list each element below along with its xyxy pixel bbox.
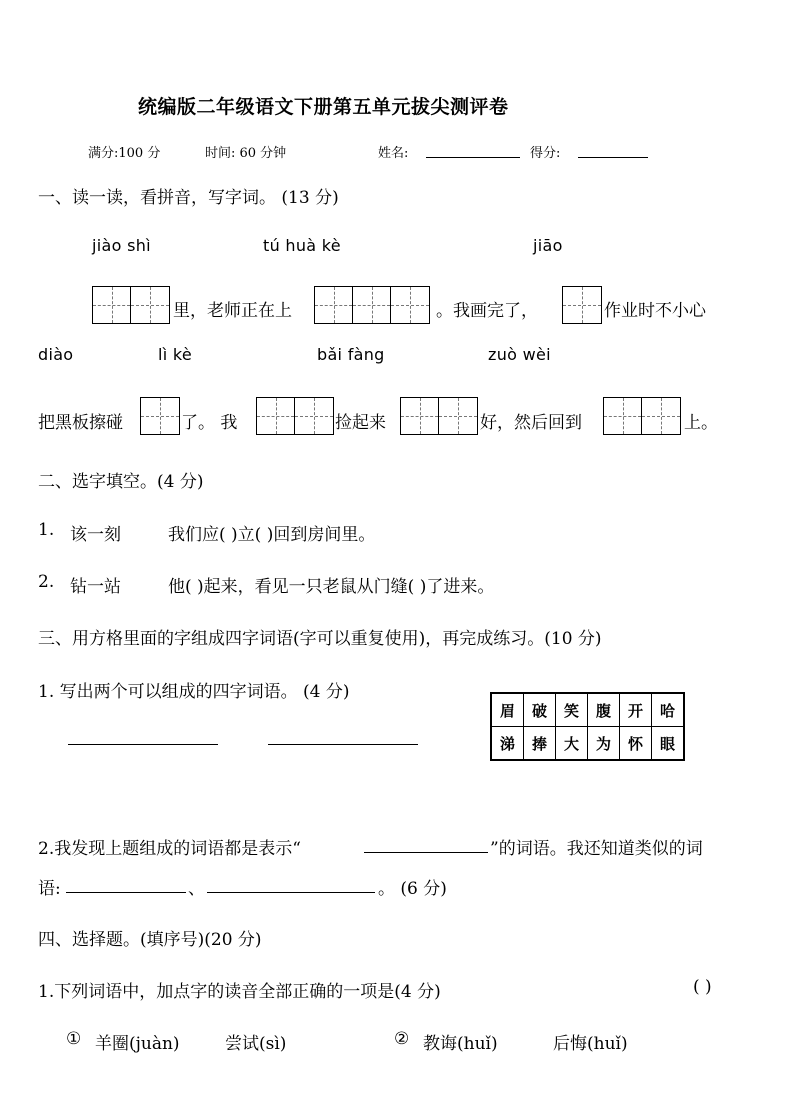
score-label: 得分: [530, 146, 561, 161]
section2-heading: 二、选字填空。(4 分) [38, 472, 204, 492]
section3-question2-end: 。 (6 分) [378, 879, 447, 899]
section4-question1: 1.下列词语中，加点字的读音全部正确的一项是(4 分) [38, 982, 441, 1002]
section4-heading: 四、选择题。(填序号)(20 分) [38, 930, 262, 950]
grid-char: 怀 [620, 727, 652, 761]
grid-char: 哈 [652, 693, 685, 727]
char-pair: 该一刻 [70, 525, 121, 545]
option-number: ② [394, 1029, 410, 1049]
grid-char: 腹 [588, 693, 620, 727]
question-number: 1. [38, 520, 55, 540]
grid-char: 大 [556, 727, 588, 761]
pinyin-tuhuake: tú huà kè [263, 236, 341, 255]
char-pair: 钻一站 [70, 577, 121, 597]
write-box-like[interactable] [256, 397, 334, 435]
answer-blank-1[interactable] [68, 744, 218, 745]
answer-blank-meaning[interactable] [364, 852, 488, 853]
fill-sentence[interactable]: 他( )起来，看见一只老鼠从门缝( )了进来。 [168, 577, 495, 597]
separator: 、 [188, 879, 205, 899]
write-box-baifang[interactable] [400, 397, 478, 435]
pinyin-jiaoshi: jiào shì [92, 236, 151, 255]
grid-char: 捧 [524, 727, 556, 761]
name-blank[interactable] [426, 157, 520, 158]
answer-paren[interactable]: ( ) [693, 977, 712, 997]
sentence-text: 里，老师正在上 [173, 301, 292, 321]
section3-question2-a: 2.我发现上题组成的词语都是表示“ [38, 839, 301, 859]
sentence-text: 好，然后回到 [480, 413, 582, 433]
write-box-diao[interactable] [140, 397, 180, 435]
section3-question2-b: ”的词语。我还知道类似的词 [490, 839, 703, 859]
name-label: 姓名: [378, 146, 409, 161]
grid-char: 涕 [491, 727, 524, 761]
sentence-text: 。我画完了， [436, 301, 538, 321]
answer-blank-2[interactable] [268, 744, 418, 745]
sentence-text: 捡起来 [335, 413, 386, 433]
grid-char: 开 [620, 693, 652, 727]
option-word: 后悔(huǐ) [553, 1034, 628, 1054]
pinyin-jiao: jiāo [533, 236, 563, 255]
answer-blank-similar-2[interactable] [207, 892, 375, 893]
score-blank[interactable] [578, 157, 648, 158]
character-grid [490, 692, 685, 761]
section3-question2-c: 语: [38, 879, 61, 899]
pinyin-diao: diào [38, 345, 74, 364]
fill-sentence[interactable]: 我们应( )立( )回到房间里。 [168, 525, 376, 545]
pinyin-zuowei: zuò wèi [488, 345, 551, 364]
write-box-tuhuake[interactable] [314, 286, 430, 324]
grid-char: 眉 [491, 693, 524, 727]
time-label: 时间: 60 分钟 [205, 146, 287, 161]
pinyin-like: lì kè [158, 345, 193, 364]
sentence-text: 作业时不小心 [604, 301, 706, 321]
write-box-jiao[interactable] [562, 286, 602, 324]
sentence-text: 把黑板擦碰 [38, 413, 123, 433]
question-number: 2. [38, 572, 55, 592]
section1-heading: 一、读一读，看拼音，写字词。 (13 分) [38, 188, 339, 208]
grid-char: 眼 [652, 727, 685, 761]
full-score-label: 满分:100 分 [88, 146, 161, 161]
grid-char: 笑 [556, 693, 588, 727]
write-box-zuowei[interactable] [603, 397, 681, 435]
option-word: 教诲(huǐ) [423, 1034, 498, 1054]
page-title: 统编版二年级语文下册第五单元拔尖测评卷 [138, 96, 509, 118]
section3-heading: 三、用方格里面的字组成四字词语(字可以重复使用)，再完成练习。(10 分) [38, 629, 602, 649]
option-number: ① [66, 1029, 82, 1049]
option-word: 尝试(sì) [225, 1034, 287, 1054]
option-word: 羊圈(juàn) [95, 1034, 180, 1054]
answer-blank-similar-1[interactable] [66, 892, 186, 893]
write-box-jiaoshi[interactable] [92, 286, 170, 324]
pinyin-baifang: bǎi fàng [317, 345, 385, 364]
section3-question1: 1. 写出两个可以组成的四字词语。 (4 分) [38, 682, 350, 702]
sentence-text: 上。 [684, 413, 718, 433]
sentence-text: 了。 我 [181, 413, 238, 433]
grid-char: 为 [588, 727, 620, 761]
grid-char: 破 [524, 693, 556, 727]
